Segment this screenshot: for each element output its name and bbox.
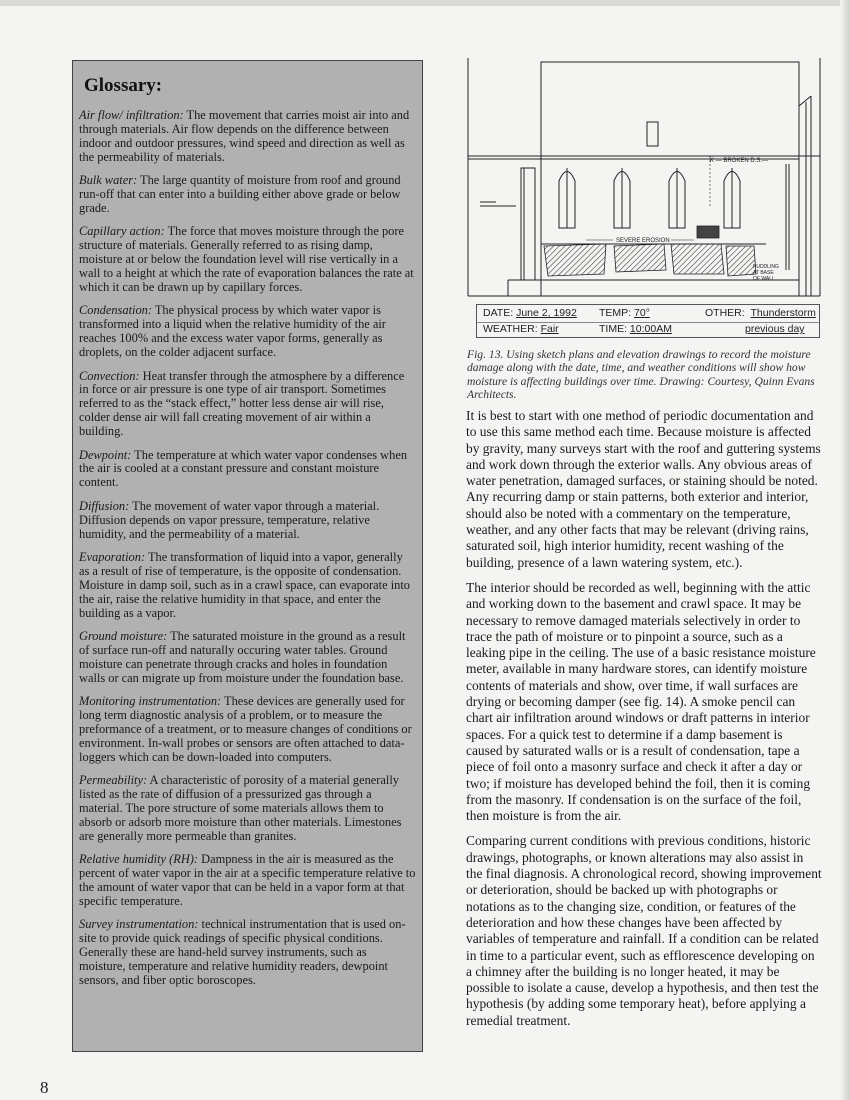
glossary-definition: Dampness in the air is measured as the percent of water vapor in the air at a specific temperature relative to the amount of water vapor that can be held in a vapor form at that specific temperature. bbox=[79, 852, 416, 908]
figure-caption: Fig. 13. Using sketch plans and elevation drawings to record the moisture damage along with the date, time, and weather conditions will show how moisture is affecting buildings over time. Drawing: Courtesy, Quinn Evans Architects. bbox=[467, 348, 815, 401]
glossary-entry bbox=[79, 853, 416, 909]
temp-field bbox=[599, 307, 650, 319]
glossary-term: Diffusion: bbox=[79, 498, 130, 513]
body-paragraph: Comparing current conditions with previous conditions, historic drawings, photographs, or known alterations may also assist in the final diagnosis. A chronological record, showing improvement or deterioration, should be backed up with photographs or notations as to the changing size, condition, or features of the deterioration and how these changes have been affected by variables of temperature and rainfall. If a condition can be related in time to a particular event, such as efflorescence developing on a chimney after the building is no longer heated, it may be possible to isolate a cause, develop a hypothesis, and then test the hypothesis (by adding some temporary heat), before applying a remedial treatment. bbox=[466, 833, 822, 1028]
glossary-box bbox=[72, 60, 423, 1052]
other-value: Thunderstorm bbox=[750, 307, 816, 319]
glossary-definition: The saturated moisture in the ground as a result of surface run-off and naturally occuring water tables. Ground moisture can penetrate through cracks and holes in foundation walls or can migrate up from moisture under the foundation base. bbox=[79, 629, 406, 685]
site-record-table bbox=[476, 304, 820, 338]
weather-value: Fair bbox=[540, 323, 559, 335]
glossary-definition: The temperature at which water vapor condenses when the air is cooled at a constant pressure and constant moisture content. bbox=[79, 447, 408, 490]
glossary-definition: The transformation of liquid into a vapor, generally as a result of rise of temperature, is the opposite of condensation. Moisture in damp soil, such as in a crawl space, can evaporate into the air, raise the relative humidity in that space, and enter the building as a vapor. bbox=[79, 549, 411, 620]
date-label: DATE: bbox=[483, 307, 514, 319]
glossary-definition: technical instrumentation that is used on-site to provide quick readings of specific physical conditions. Generally these are hand-held survey instruments, such as moisture, temperature and relative humidity readers, dewpoint sensors, and fiber optic boroscopes. bbox=[79, 917, 406, 987]
record-row-1 bbox=[477, 306, 819, 323]
weather-field bbox=[483, 323, 559, 335]
glossary-term: Dewpoint: bbox=[79, 447, 132, 462]
glossary-entry bbox=[79, 774, 416, 844]
glossary-entry bbox=[79, 370, 416, 440]
page-edge bbox=[0, 0, 850, 6]
glossary-definition: The physical process by which water vapor is transformed into a liquid when the relative humidity of the air reaches 100% and the excess water vapor forms, generally as droplets, on the colder adjacent surface. bbox=[79, 303, 386, 360]
temp-value: 70° bbox=[634, 307, 650, 319]
glossary-term: Bulk water: bbox=[79, 173, 138, 188]
body-paragraph: It is best to start with one method of periodic documentation and to use this same method each time. Because moisture is affected by gravity, many surveys start with the roof and guttering systems and work down through the exterior walls. Any obvious areas of water penetration, damaged surfaces, or staining should be noted. Any recurring damp or stain patterns, both exterior and interior, should also be noted with a commentary on the temperature, weather, and any other facts that may be relevant (driving rains, saturated soil, high interior humidity, recent washing of the building, presence of a lawn watering system, etc.). bbox=[466, 408, 821, 570]
glossary-entry bbox=[79, 500, 416, 542]
glossary-entry bbox=[79, 695, 416, 765]
weather-label: WEATHER: bbox=[483, 323, 538, 335]
page-number: 8 bbox=[40, 1078, 49, 1097]
glossary-definition: The movement that carries moist air into and through materials. Air flow depends on the difference between indoor and outdoor pressures, wind speed and direction as well as the permeability of materials. bbox=[79, 108, 410, 164]
elevation-drawing bbox=[466, 56, 822, 302]
glossary-term: Survey instrumentation: bbox=[79, 917, 199, 932]
body-paragraph: The interior should be recorded as well, beginning with the attic and working down to the basement and crawl space. It may be necessary to remove damaged materials selectively in order to trace the path of moisture or to pinpoint a source, such as a leaking pipe in the ceiling. The use of a basic resistance moisture meter, available in many hardware stores, can identify moisture contents of materials and show, over time, if wall surfaces are drying or becoming damper (see fig. 14). A smoke pencil can chart air infiltration around windows or draft patterns in interior spaces. For a quick test to determine if a damp basement is caused by saturated walls or is a result of condensation, tape a piece of foil onto a masonry surface and check it after a day or two; if moisture has developed behind the foil, then it is coming from the masonry. If condensation is on the surface of the foil, then moisture is from the air. bbox=[466, 579, 816, 824]
date-field bbox=[483, 307, 577, 319]
time-label: TIME: bbox=[599, 323, 627, 335]
glossary-title: Glossary: bbox=[84, 75, 163, 96]
glossary-entry bbox=[79, 551, 416, 621]
glossary-entry bbox=[79, 304, 416, 360]
time-value: 10:00AM bbox=[629, 323, 672, 335]
glossary-definition: A characteristic of porosity of a material generally listed as the rate of diffusion of a pressurized gas through a material. The pore structure of some materials allows them to absorb or adsorb more moisture than other materials. Limestones are generally more permeable than granites. bbox=[79, 773, 402, 843]
moisture-damage-hatching bbox=[544, 226, 756, 276]
glossary-entry bbox=[79, 109, 416, 165]
glossary-list bbox=[79, 109, 416, 988]
glossary-definition: These devices are generally used for long term diagnostic analysis of a problem, or to measure the preformance of a treatment, or to measure changes of conditions or environment. In-wall probes or sensors are often attached to data-loggers which can be down-loaded into computers. bbox=[79, 694, 412, 764]
puddling-note-line1: PUDDLING bbox=[753, 264, 779, 270]
body-text bbox=[466, 408, 822, 1038]
glossary-term: Air flow/ infiltration: bbox=[79, 108, 184, 122]
other-label: OTHER: bbox=[705, 307, 745, 319]
glossary-term: Permeability: bbox=[79, 773, 148, 788]
glossary-definition: The movement of water vapor through a material. Diffusion depends on vapor pressure, temperature, relative humidity, and the permeability of a material. bbox=[79, 498, 380, 541]
glossary-term: Relative humidity (RH): bbox=[79, 852, 199, 867]
glossary-definition: Heat transfer through the atmosphere by a difference in force or air pressure is one type of air transport. Sometimes referred to as the “stack effect,” hotter less dense air will rise, colder dense air will fall creating movement of air within a building. bbox=[79, 368, 405, 439]
glossary-term: Condensation: bbox=[79, 303, 152, 318]
temp-label: TEMP: bbox=[599, 307, 632, 319]
page-shadow bbox=[840, 0, 850, 1100]
time-field bbox=[599, 323, 672, 335]
glossary-entry bbox=[79, 225, 416, 295]
record-row-2 bbox=[477, 322, 819, 338]
broken-downspout-note: K — BROKEN D.S.— bbox=[710, 158, 769, 164]
glossary-entry bbox=[79, 918, 416, 988]
glossary-definition: The force that moves moisture through the pore structure of materials. Generally referred to as rising damp, moisture at or below the foundation level will rise vertically in a wall to a height at which the rate of evaporation balances the rate at which it can be drawn up by capillary forces. bbox=[79, 224, 414, 294]
glossary-term: Monitoring instrumentation: bbox=[79, 694, 222, 709]
other-field-continued bbox=[745, 323, 805, 335]
glossary-term: Convection: bbox=[79, 368, 140, 383]
glossary-term: Capillary action: bbox=[79, 224, 165, 239]
glossary-entry bbox=[79, 174, 416, 216]
puddling-note-line3: OF WALL bbox=[753, 276, 775, 282]
glossary-term: Evaporation: bbox=[79, 549, 146, 564]
glossary-entry bbox=[79, 449, 416, 491]
glossary-definition: The large quantity of moisture from roof and ground run-off that can enter into a building either above grade or below grade. bbox=[79, 173, 401, 215]
glossary-entry bbox=[79, 630, 416, 686]
date-value: June 2, 1992 bbox=[516, 307, 577, 319]
severe-erosion-note: SEVERE EROSION bbox=[616, 238, 670, 244]
puddling-note-line2: AT BASE bbox=[753, 270, 774, 276]
other-value-2: previous day bbox=[745, 323, 805, 335]
other-field bbox=[705, 307, 816, 319]
glossary-term: Ground moisture: bbox=[79, 629, 168, 643]
